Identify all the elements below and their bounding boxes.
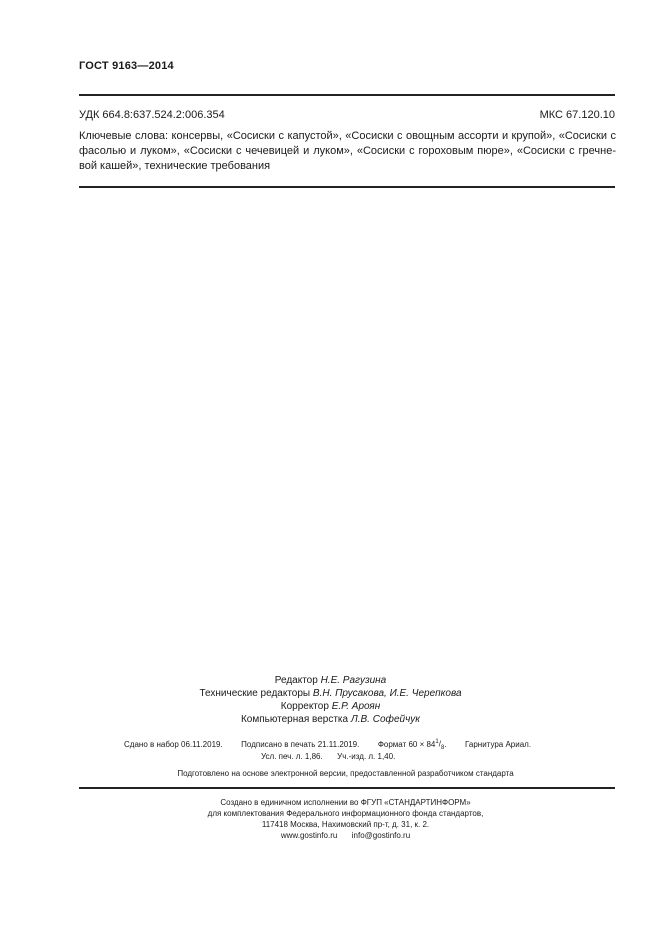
- tech-editor-name-1: В.Н. Прусакова,: [312, 688, 387, 699]
- mks-code: МКС 67.120.10: [539, 109, 615, 121]
- layout-line: [0, 713, 661, 726]
- tech-editor-name-2: И.Е. Черепкова: [389, 688, 462, 699]
- keywords-divider: [79, 186, 615, 188]
- print-info-line-1: [124, 739, 531, 751]
- credits-block: [0, 674, 661, 726]
- sent-date: Сдано в набор 06.11.2019.: [124, 739, 223, 749]
- publisher-contacts: [0, 830, 661, 841]
- editor-line: [0, 674, 661, 687]
- signed-date: Подписано в печать 21.11.2019.: [241, 739, 360, 749]
- prepared-note: Подготовлено на основе электронной версии, предоставленной разработчиком стандарта: [177, 769, 514, 778]
- udk-code: УДК 664.8:637.524.2:006.354: [79, 109, 225, 121]
- layout-name: Л.В. Софейчук: [350, 714, 421, 725]
- document-code: ГОСТ 9163—2014: [79, 60, 174, 72]
- top-divider: [79, 94, 615, 96]
- publisher-line-2: для комплектования Федерального информационного фонда стандартов,: [207, 809, 484, 818]
- print-sheets: Усл. печ. л. 1,86.: [261, 752, 323, 761]
- corrector-label: Корректор: [280, 701, 329, 712]
- website-link[interactable]: www.gostinfo.ru: [280, 831, 338, 840]
- tech-editors-label: Технические редакторы: [199, 688, 311, 699]
- email-link[interactable]: info@gostinfo.ru: [351, 831, 411, 840]
- editor-label: Редактор: [274, 675, 318, 686]
- bottom-divider: [79, 787, 615, 789]
- print-info-line-2: [261, 752, 395, 761]
- typeface: Гарнитура Ариал.: [465, 739, 532, 749]
- corrector-line: [0, 700, 661, 713]
- publisher-address: 117418 Москва, Нахимовский пр-т, д. 31, к. 2.: [261, 820, 430, 829]
- paper-format: Формат 60 × 841/8.: [377, 739, 447, 752]
- publisher-line-1: Создано в единичном исполнении во ФГУП «СТАНДАРТИНФОРМ»: [220, 798, 471, 807]
- publishing-sheets: Уч.-изд. л. 1,40.: [337, 752, 396, 761]
- layout-label: Компьютерная верстка: [240, 714, 349, 725]
- keywords-paragraph: Ключевые слова: консервы, «Сосиски с капустой», «Сосиски с овощным ассорти и крупой», «Сосиски с фасолью и луком», «Сосиски с чечевицей и луком», «Сосиски с гороховым пюре», «Сосиски с гречневой кашей», технические требования: [79, 130, 616, 172]
- corrector-name: Е.Р. Ароян: [331, 701, 381, 712]
- publisher-block: [0, 797, 661, 841]
- tech-editors-line: [0, 687, 661, 700]
- editor-name: Н.Е. Рагузина: [320, 675, 387, 686]
